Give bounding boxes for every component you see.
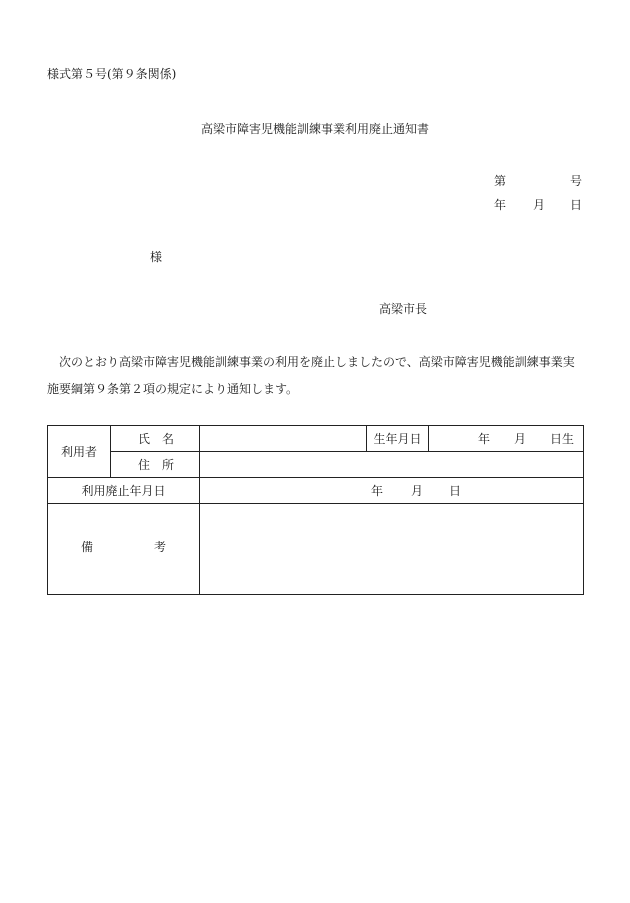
doc-date-year: 年 <box>494 198 507 212</box>
doc-date-day: 日 <box>570 198 583 212</box>
addressee-honorific: 様 <box>150 250 163 264</box>
birth-label-cell: 生年月日 <box>367 426 429 452</box>
form-table <box>47 425 584 595</box>
doc-number-suffix: 号 <box>570 174 583 188</box>
name-label-cell: 氏 名 <box>111 426 200 452</box>
body-text: 次のとおり高梁市障害児機能訓練事業の利用を廃止しましたので、高梁市障害児機能訓練事業実施要綱第９条第２項の規定により通知します。 <box>47 355 575 396</box>
birth-value-cell[interactable]: 年 月 日生 <box>429 426 584 452</box>
address-label-cell: 住 所 <box>111 452 200 478</box>
end-date-label-cell: 利用廃止年月日 <box>48 478 200 504</box>
address-value-cell[interactable] <box>200 452 584 478</box>
user-label-cell: 利用者 <box>48 426 111 478</box>
name-value-cell[interactable] <box>200 426 367 452</box>
issuer-name: 高梁市長 <box>379 302 428 316</box>
doc-number-prefix: 第 <box>494 174 507 188</box>
document-title: 高梁市障害児機能訓練事業利用廃止通知書 <box>200 122 429 136</box>
remarks-value-cell[interactable] <box>200 504 584 595</box>
doc-date-month: 月 <box>533 198 546 212</box>
end-date-value-cell[interactable]: 年 月 日 <box>200 478 584 504</box>
form-code: 様式第５号(第９条関係) <box>47 67 177 81</box>
remarks-label-cell: 備 考 <box>48 504 200 595</box>
